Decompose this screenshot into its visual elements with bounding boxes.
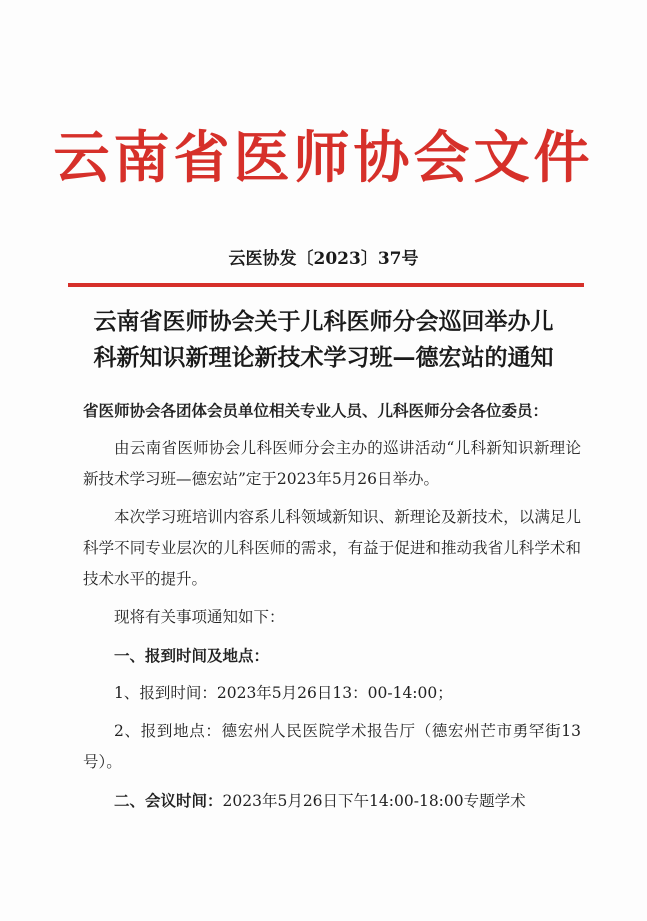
section-1-heading: 一、报到时间及地点： bbox=[114, 646, 270, 665]
section-2-label: 二、会议时间： bbox=[114, 791, 223, 810]
section-1-item-location: 2、报到地点：德宏州人民医院学术报告厅（德宏州芒市勇罕街13号）。 bbox=[83, 722, 581, 771]
notice-title-line-1: 云南省医师协会关于儿科医师分会巡回举办儿 bbox=[93, 308, 554, 335]
paragraph-notice-lead: 现将有关事项通知如下： bbox=[114, 608, 285, 626]
section-2-line bbox=[83, 785, 581, 817]
paragraph-intro: 由云南省医师协会儿科医师分会主办的巡讲活动“儿科新知识新理论新技术学习班—德宏站”定于2023年5月26日举办。 bbox=[83, 439, 581, 488]
notice-title-line-2: 科新知识新理论新技术学习班—德宏站的通知 bbox=[93, 344, 554, 371]
red-divider-line bbox=[68, 283, 584, 287]
section-1-item-time: 1、报到时间：2023年5月26日13：00-14:00； bbox=[114, 684, 453, 702]
paragraph-purpose: 本次学习班培训内容系儿科领域新知识、新理论及新技术，以满足儿科学不同专业层次的儿科医师的需求，有益于促进和推动我省儿科学术和技术水平的提升。 bbox=[83, 508, 581, 588]
salutation: 省医师协会各团体会员单位相关专业人员、儿科医师分会各位委员： bbox=[83, 401, 549, 420]
notice-title bbox=[40, 304, 607, 376]
section-2-text: 2023年5月26日下午14:00-18:00专题学术 bbox=[222, 792, 526, 810]
org-header-title: 云南省医师协会文件 bbox=[53, 125, 594, 191]
notice-body bbox=[83, 395, 581, 824]
document-number: 云医协发〔2023〕37号 bbox=[228, 249, 419, 269]
